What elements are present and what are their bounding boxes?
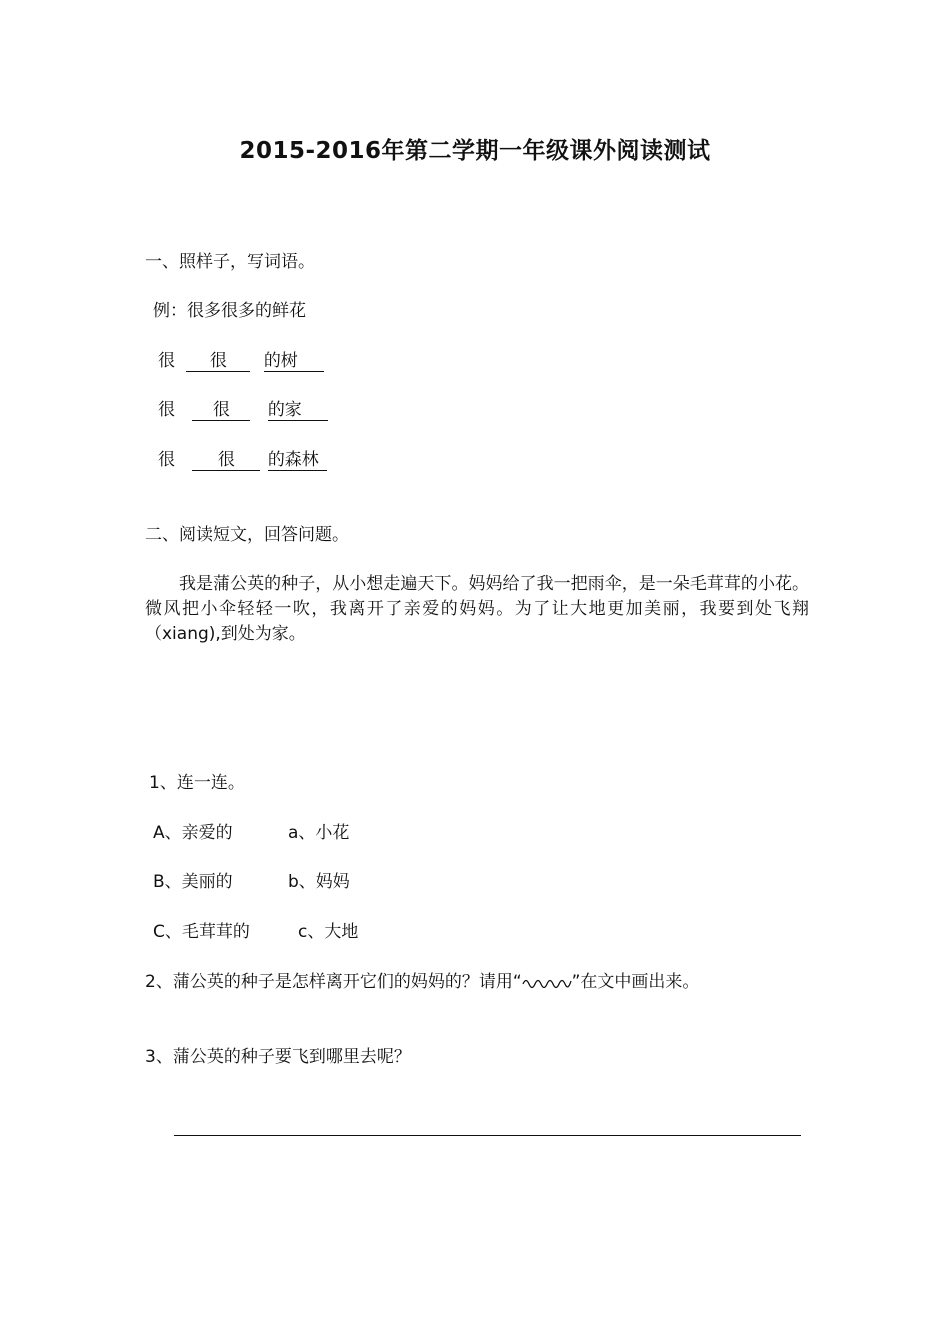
q2-before: 2、蒲公英的种子是怎样离开它们的妈妈的？请用“ (145, 972, 522, 992)
fill-row-1 (158, 349, 324, 373)
fill-row-1-blank[interactable] (186, 350, 250, 372)
fill-row-3-b: 很 (217, 450, 235, 470)
q1-left-a: A、亲爱的 (153, 823, 233, 843)
fill-row-2-b: 很 (212, 400, 230, 420)
wavy-line-icon (522, 975, 572, 989)
q1-left-c: C、毛茸茸的 (153, 922, 250, 942)
fill-row-1-c: 的树 (263, 351, 298, 371)
fill-row-2-c: 的家 (267, 400, 302, 420)
fill-row-3-blank[interactable] (192, 449, 260, 471)
fill-row-2-blank[interactable] (192, 399, 250, 421)
reading-passage: 我是蒲公英的种子，从小想走遍天下。妈妈给了我一把雨伞，是一朵毛茸茸的小花。微风把小伞轻轻一吹，我离开了亲爱的妈妈。为了让大地更加美丽，我要到处飞翔（xiang),到处为家。 (145, 574, 809, 644)
q2-text (145, 970, 699, 994)
page-title: 2015-2016年第二学期一年级课外阅读测试 (239, 138, 711, 164)
fill-row-3 (158, 448, 327, 472)
section1-example: 例：很多很多的鲜花 (153, 301, 306, 321)
section1-heading: 一、照样子，写词语。 (145, 252, 315, 272)
q1-heading: 1、连一连。 (149, 773, 245, 793)
fill-row-1-a: 很 (158, 351, 175, 371)
q3-text: 3、蒲公英的种子要飞到哪里去呢？ (145, 1047, 411, 1067)
q1-right-b: b、妈妈 (288, 872, 350, 892)
answer-line[interactable] (174, 1135, 801, 1136)
fill-row-3-c-wrap (268, 449, 327, 471)
fill-row-2-c-wrap (268, 399, 328, 421)
q1-right-a: a、小花 (288, 823, 350, 843)
q2-after: ”在文中画出来。 (571, 972, 700, 992)
fill-row-1-c-wrap (264, 350, 324, 372)
fill-row-2-a: 很 (158, 400, 175, 420)
fill-row-2 (158, 398, 328, 422)
fill-row-3-a: 很 (158, 450, 175, 470)
q1-right-c: c、大地 (298, 922, 359, 942)
fill-row-1-b: 很 (209, 351, 227, 371)
q1-left-b: B、美丽的 (153, 872, 233, 892)
fill-row-3-c: 的森林 (267, 450, 319, 470)
section2-heading: 二、阅读短文，回答问题。 (145, 525, 349, 545)
